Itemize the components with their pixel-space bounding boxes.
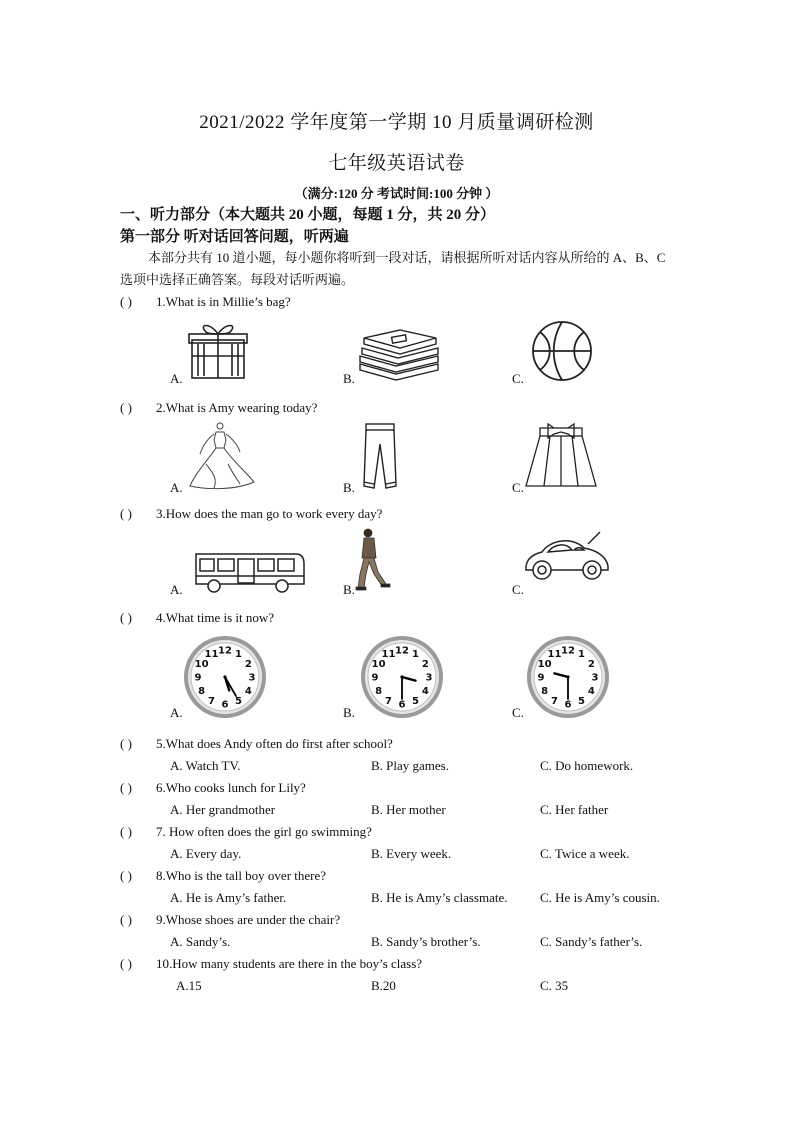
answer-blank[interactable]: ( ): [120, 736, 132, 751]
score-time-note: （满分:120 分 考试时间:100 分钟 ）: [294, 186, 499, 201]
option-b: B.20: [371, 978, 396, 993]
exam-subtitle: 七年级英语试卷: [328, 153, 465, 174]
clock-number: 1: [235, 649, 242, 661]
answer-blank[interactable]: ( ): [120, 912, 132, 927]
clock-number: 8: [541, 686, 549, 697]
answer-blank[interactable]: ( ): [120, 294, 132, 309]
car-icon: [522, 530, 612, 582]
option-label-a: A.: [170, 582, 183, 597]
clock-number: 7: [208, 695, 215, 707]
clock-number: 4: [421, 686, 429, 697]
clock-number: 12: [561, 645, 575, 657]
question-text: 10.How many students are there in the boy’s class?: [156, 956, 423, 971]
clock-number: 4: [587, 686, 595, 697]
skirt-icon: [524, 424, 598, 490]
clock-number: 9: [194, 672, 202, 684]
option-label-c: C.: [512, 582, 524, 597]
answer-blank[interactable]: ( ): [120, 400, 132, 415]
option-label-a: A.: [170, 371, 183, 386]
clock-number: 5: [235, 695, 242, 707]
option-c: C. He is Amy’s cousin.: [540, 890, 660, 905]
option-label-b: B.: [343, 705, 355, 720]
question-text: 3.How does the man go to work every day?: [156, 506, 383, 521]
clock-number: 6: [221, 699, 229, 711]
option-label-a: A.: [170, 480, 183, 495]
option-label-c: C.: [512, 705, 524, 720]
question-1: [120, 294, 291, 310]
question-9: [120, 912, 340, 928]
clock-number: 9: [371, 672, 379, 684]
answer-blank[interactable]: ( ): [120, 824, 132, 839]
option-a: A. Watch TV.: [170, 758, 241, 773]
exam-title: 2021/2022 学年度第一学期 10 月质量调研检测: [199, 112, 594, 133]
question-text: 8.Who is the tall boy over there?: [156, 868, 327, 883]
option-label-b: B.: [343, 582, 355, 597]
question-5: [120, 736, 393, 752]
clock-number: 2: [421, 659, 429, 670]
clock-center: [400, 675, 403, 678]
question-2: [120, 400, 317, 416]
option-label-c: C.: [512, 371, 524, 386]
clock-center: [566, 675, 569, 678]
clock-number: 11: [381, 649, 396, 661]
clock-number: 6: [398, 699, 406, 711]
clock-number: 4: [244, 686, 252, 697]
clock-number: 8: [198, 686, 206, 697]
clock-center: [223, 675, 226, 678]
answer-blank[interactable]: ( ): [120, 610, 132, 625]
option-label-b: B.: [343, 371, 355, 386]
clock-icon: [183, 635, 267, 719]
option-b: B. He is Amy’s classmate.: [371, 890, 508, 905]
section-instructions: 本部分共有 10 道小题，每小题你将听到一段对话，请根据所听对话内容从所给的 A、B、C 选项中选择正确答案。每段对话听两遍。: [120, 250, 666, 287]
clock-number: 1: [412, 649, 419, 661]
bus-icon: [194, 550, 306, 594]
option-label-c: C.: [512, 480, 524, 495]
clock-number: 12: [395, 645, 409, 657]
books-icon: [356, 330, 442, 384]
question-text: 7. How often does the girl go swimming?: [156, 824, 372, 839]
answer-blank[interactable]: ( ): [120, 780, 132, 795]
question-text: 1.What is in Millie’s bag?: [156, 294, 291, 309]
option-a: A. Her grandmother: [170, 802, 276, 817]
clock-number: 1: [578, 649, 585, 661]
option-label-a: A.: [170, 705, 183, 720]
option-a: A. Every day.: [170, 846, 242, 861]
clock-number: 2: [244, 659, 252, 670]
answer-blank[interactable]: ( ): [120, 956, 132, 971]
clock-number: 2: [587, 659, 595, 670]
question-text: 4.What time is it now?: [156, 610, 275, 625]
option-b: B. Sandy’s brother’s.: [371, 934, 481, 949]
question-10: [120, 956, 422, 972]
clock-number: 11: [204, 649, 219, 661]
clock-number: 5: [412, 695, 419, 707]
option-a: A.15: [176, 978, 202, 993]
option-c: C. Do homework.: [540, 758, 634, 773]
question-4: [120, 610, 274, 626]
section-title: 一、听力部分（本大题共 20 小题，每题 1 分，共 20 分）: [120, 207, 496, 223]
question-6: [120, 780, 306, 796]
option-c: C. Sandy’s father’s.: [540, 934, 643, 949]
clock-number: 9: [537, 672, 545, 684]
part-title: 第一部分 听对话回答问题，听两遍: [120, 229, 349, 245]
option-a: A. Sandy’s.: [170, 934, 231, 949]
question-text: 9.Whose shoes are under the chair?: [156, 912, 341, 927]
question-7: [120, 824, 372, 840]
clock-icon: [526, 635, 610, 719]
option-b: B. Play games.: [371, 758, 449, 773]
walking-man-icon: [356, 528, 390, 592]
clock-number: 3: [425, 672, 433, 684]
question-text: 5.What does Andy often do first after school?: [156, 736, 393, 751]
clock-icon: [360, 635, 444, 719]
option-label-b: B.: [343, 480, 355, 495]
option-a: A. He is Amy’s father.: [170, 890, 287, 905]
clock-number: 8: [375, 686, 383, 697]
clock-number: 12: [218, 645, 232, 657]
answer-blank[interactable]: ( ): [120, 506, 132, 521]
clock-number: 7: [551, 695, 558, 707]
clock-number: 10: [194, 659, 209, 670]
clock-number: 3: [591, 672, 599, 684]
option-c: C. Twice a week.: [540, 846, 630, 861]
clock-number: 11: [547, 649, 562, 661]
clock-number: 5: [578, 695, 585, 707]
trousers-icon: [362, 422, 398, 494]
clock-number: 10: [537, 659, 552, 670]
option-b: B. Her mother: [371, 802, 446, 817]
option-c: C. 35: [540, 978, 569, 993]
question-8: [120, 868, 326, 884]
question-text: 6.Who cooks lunch for Lily?: [156, 780, 306, 795]
gift-box-icon: [188, 322, 248, 382]
basketball-icon: [531, 320, 593, 382]
clock-number: 10: [371, 659, 386, 670]
question-text: 2.What is Amy wearing today?: [156, 400, 318, 415]
answer-blank[interactable]: ( ): [120, 868, 132, 883]
question-3: [120, 506, 382, 522]
option-b: B. Every week.: [371, 846, 452, 861]
dress-icon: [188, 420, 258, 492]
clock-number: 3: [248, 672, 256, 684]
clock-number: 7: [385, 695, 392, 707]
clock-number: 6: [564, 699, 572, 711]
option-c: C. Her father: [540, 802, 609, 817]
